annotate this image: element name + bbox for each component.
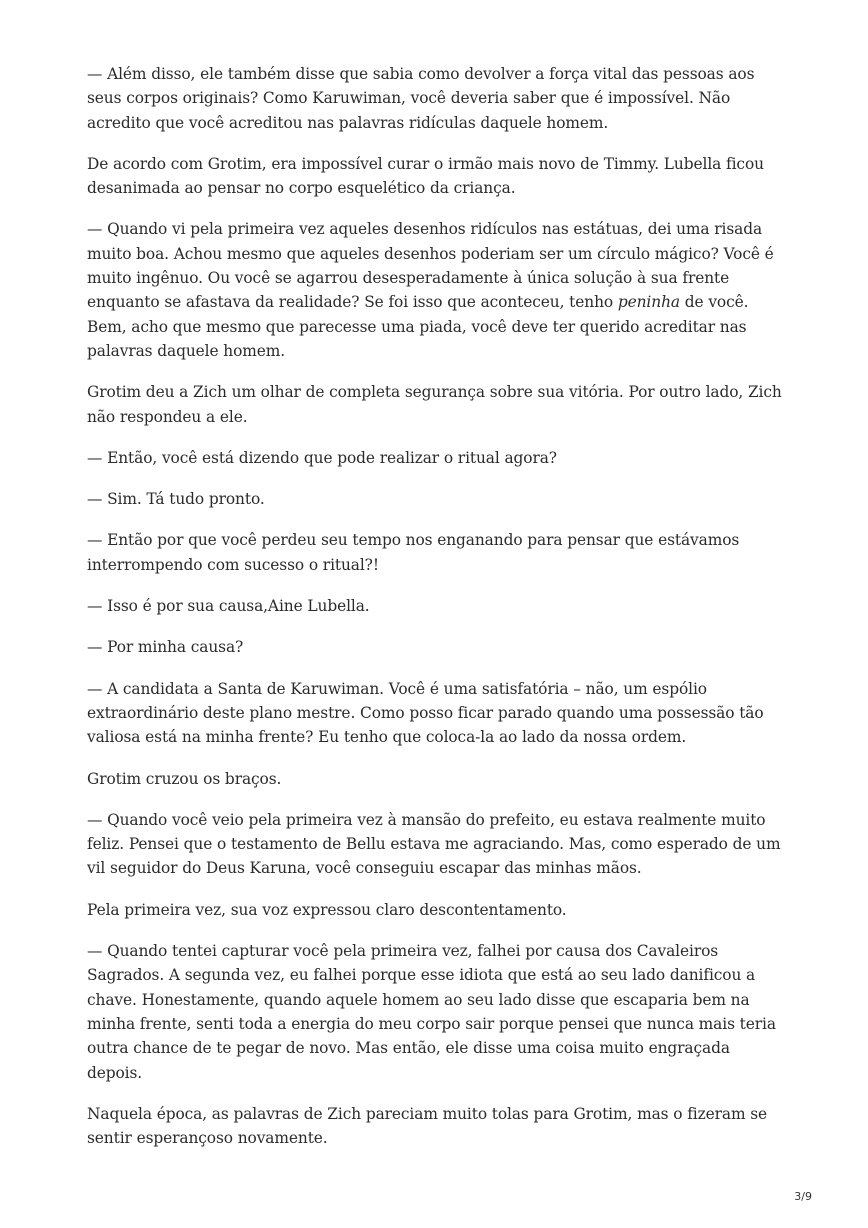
paragraph-3-text-before: — Quando vi pela primeira vez aqueles desenhos ridículos nas estátuas, dei uma risada muito boa. Achou mesmo que aqueles desenhos poderiam ser um círculo mágico? Você é muito ingênuo. Ou você se agarrou desesperadamente à única solução à sua frente enquanto se afastava da realidade? Se foi isso que aconteceu, tenho bbox=[87, 220, 774, 312]
paragraph-8: — Isso é por sua causa,Aine Lubella. bbox=[87, 597, 370, 616]
document-body bbox=[87, 62, 782, 1167]
paragraph-6: — Sim. Tá tudo pronto. bbox=[87, 490, 265, 509]
paragraph-10: — A candidata a Santa de Karuwiman. Você é uma satisfatória – não, um espólio extraordinário deste plano mestre. Como posso ficar parado quando uma possessão tão valiosa está na minha frente? Eu tenho que coloca-la ao lado da nossa ordem. bbox=[87, 679, 764, 747]
paragraph-1: — Além disso, ele também disse que sabia como devolver a força vital das pessoas aos seus corpos originais? Como Karuwiman, você deveria saber que é impossível. Não acredito que você acreditou nas palavras ridículas daquele homem. bbox=[87, 65, 755, 132]
paragraph-14: — Quando tentei capturar você pela primeira vez, falhei por causa dos Cavaleiros Sagrados. A segunda vez, eu falhei porque esse idiota que está ao seu lado danificou a chave. Honestamente, quando aquele homem ao seu lado disse que escaparia bem na minha frente, senti toda a energia do meu corpo sair porque pensei que nunca mais teria outra chance de te pegar de novo. Mas então, ele disse uma coisa muito engraçada depois. bbox=[87, 942, 776, 1082]
paragraph-3-emphasis: peninha bbox=[617, 293, 680, 312]
paragraph-15: Naquela época, as palavras de Zich pareciam muito tolas para Grotim, mas o fizeram se sentir esperançoso novamente. bbox=[87, 1104, 768, 1148]
paragraph-13: Pela primeira vez, sua voz expressou claro descontentamento. bbox=[87, 900, 567, 919]
paragraph-3-text-after: de você. Bem, acho que mesmo que parecesse uma piada, você deve ter querido acreditar nas palavras daquele homem. bbox=[87, 293, 749, 360]
paragraph-9: — Por minha causa? bbox=[87, 638, 244, 657]
paragraph-2: De acordo com Grotim, era impossível curar o irmão mais novo de Timmy. Lubella ficou desanimada ao pensar no corpo esquelético da criança. bbox=[87, 154, 764, 198]
page-number: 3/9 bbox=[794, 1190, 812, 1203]
paragraph-7: — Então por que você perdeu seu tempo nos enganando para pensar que estávamos interrompendo com sucesso o ritual?! bbox=[87, 531, 740, 574]
paragraph-11: Grotim cruzou os braços. bbox=[87, 769, 282, 788]
paragraph-5: — Então, você está dizendo que pode realizar o ritual agora? bbox=[87, 448, 557, 467]
paragraph-4: Grotim deu a Zich um olhar de completa segurança sobre sua vitória. Por outro lado, Zich não respondeu a ele. bbox=[87, 383, 782, 426]
paragraph-12: — Quando você veio pela primeira vez à mansão do prefeito, eu estava realmente muito feliz. Pensei que o testamento de Bellu estava me agraciando. Mas, como esperado de um vil seguidor do Deus Karuna, você conseguiu escapar das minhas mãos. bbox=[87, 810, 781, 878]
paragraph-3 bbox=[87, 217, 782, 363]
